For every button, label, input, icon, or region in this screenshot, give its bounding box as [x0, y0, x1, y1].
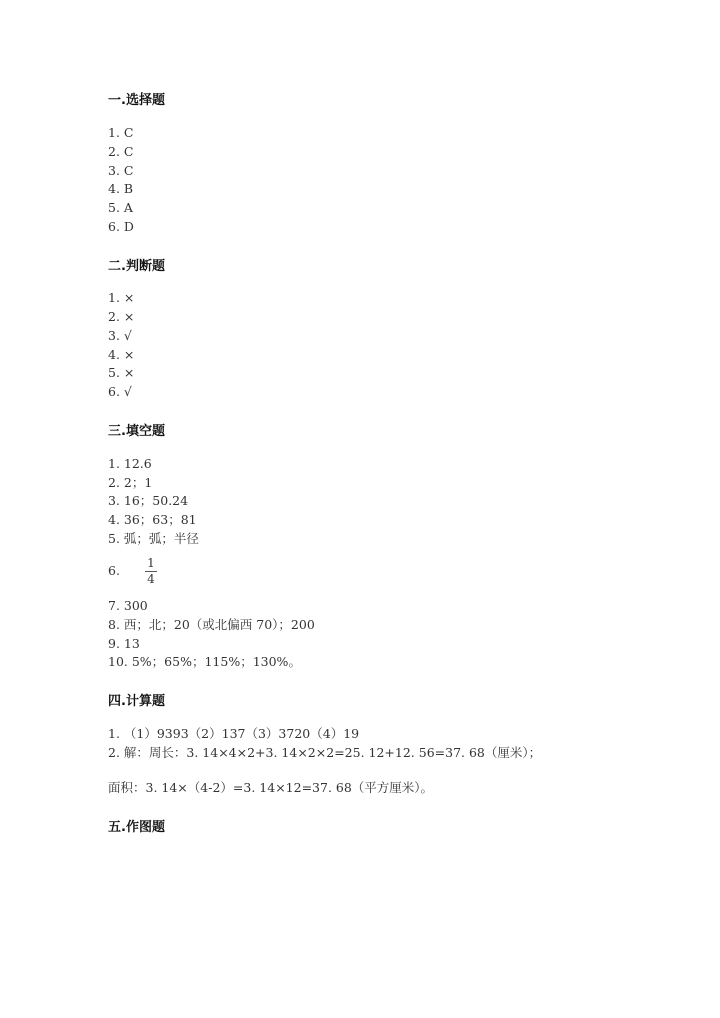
- answer-line: 5. 弧；弧；半径: [108, 531, 199, 546]
- answer-line: 6. √: [108, 384, 132, 399]
- section-title-calc: 四.计算题: [108, 694, 165, 709]
- answer-line: 1. （1）9393（2）137（3）3720（4）19: [108, 726, 360, 741]
- answer-line: 4. B: [108, 181, 134, 196]
- answer-line: 3. 16；50.24: [108, 493, 189, 508]
- answer-line: 1. ×: [108, 290, 135, 305]
- answer-line: 8. 西；北；20（或北偏西 70）；200: [108, 617, 315, 632]
- section-title-fill: 三.填空题: [108, 424, 165, 439]
- fraction-numerator: 1: [147, 556, 155, 570]
- answer-line: 1. C: [108, 125, 134, 140]
- section-title-draw: 五.作图题: [108, 820, 165, 835]
- answer-line: 5. ×: [108, 365, 135, 380]
- answer-line: 5. A: [108, 200, 133, 215]
- answer-line: 1. 12.6: [108, 456, 152, 471]
- answer-line: 2. C: [108, 144, 134, 159]
- section-title-choice: 一.选择题: [108, 93, 165, 108]
- section-title-judge: 二.判断题: [108, 259, 165, 274]
- answer-line: 4. ×: [108, 347, 135, 362]
- answer-line: 面积：3. 14×（4-2）=3. 14×12=37. 68（平方厘米）。: [108, 780, 434, 795]
- answer-line: 6.: [108, 563, 120, 578]
- fraction-answer: [145, 557, 157, 586]
- answer-line: 4. 36；63；81: [108, 512, 197, 527]
- answer-line: 3. √: [108, 328, 132, 343]
- answer-line: 2. 2；1: [108, 475, 153, 490]
- fraction-denominator: 4: [147, 572, 155, 586]
- answer-line: 2. ×: [108, 309, 135, 324]
- answer-line: 2. 解：周长：3. 14×4×2+3. 14×2×2=25. 12+12. 56=37. 68（厘米）；: [108, 745, 542, 760]
- answer-line: 10. 5%；65%；115%；130%。: [108, 654, 301, 669]
- answer-line: 7. 300: [108, 598, 148, 613]
- answer-line: 9. 13: [108, 636, 140, 651]
- answer-line: 6. D: [108, 219, 134, 234]
- answer-line: 3. C: [108, 163, 134, 178]
